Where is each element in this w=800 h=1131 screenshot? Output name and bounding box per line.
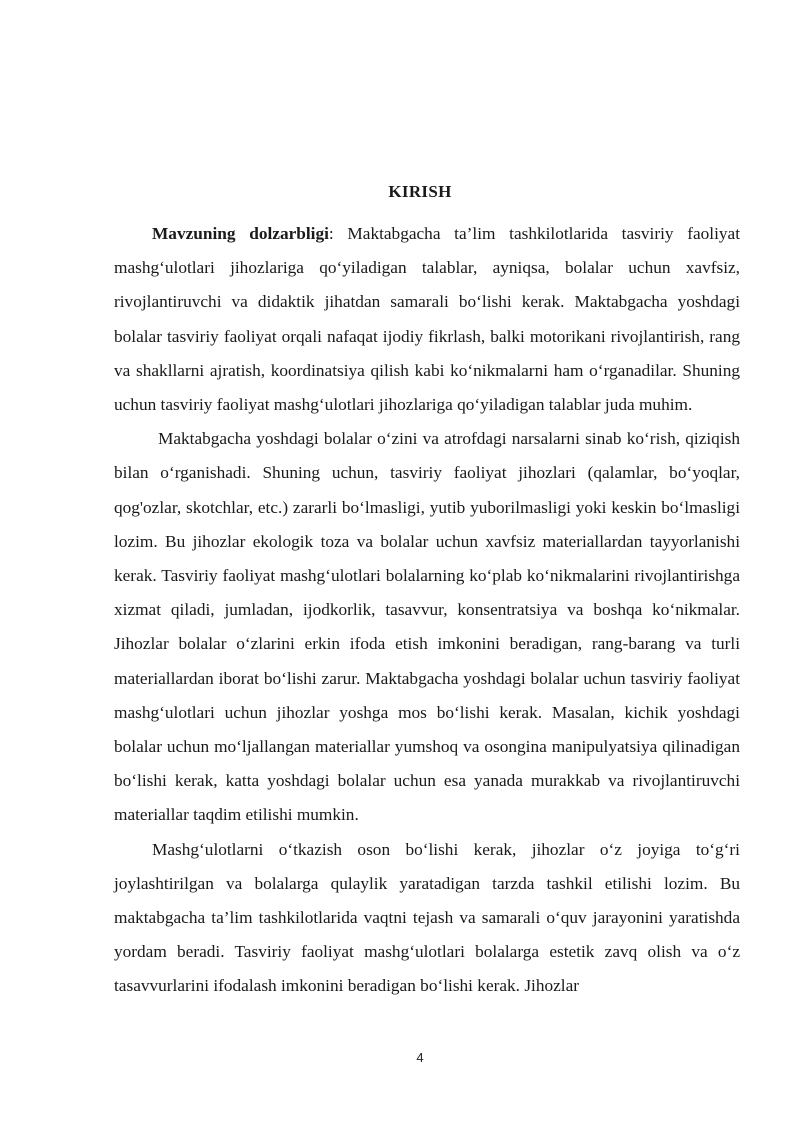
paragraph-relevance <box>114 217 740 422</box>
paragraph-lead: Mavzuning dolzarbligi <box>152 224 329 243</box>
page-title: KIRISH <box>388 182 452 201</box>
paragraph-organization <box>114 833 740 1004</box>
paragraph-text: : Maktabgacha ta’lim tashkilotlarida tasviriy faoliyat mashg‘ulotlari jihozlariga qo‘yiladigan talablar, ayniqsa, bolalar uchun xavfsiz, rivojlantiruvchi va didaktik jihatdan samarali bo‘lishi kerak. Maktabgacha yoshdagi bolalar tasviriy faoliyat orqali nafaqat ijodiy fikrlash, balki motorikani rivojlantirish, rang va shakllarni ajratish, koordinatsiya qilish kabi ko‘nikmalarni ham o‘rganadilar. Shuning uchun tasviriy faoliyat mashg‘ulotlari jihozlariga qo‘yiladigan talablar juda muhim. <box>114 224 740 415</box>
page-number: 4 <box>416 1050 424 1065</box>
paragraph-safety <box>114 422 740 832</box>
paragraph-text: Mashg‘ulotlarni o‘tkazish oson bo‘lishi kerak, jihozlar o‘z joyiga to‘g‘ri joylashtirilgan va bolalarga qulaylik yaratadigan tarzda tashkil etilishi lozim. Bu maktabgacha ta’lim tashkilotlarida vaqtni tejash va samarali o‘quv jarayonini yaratishda yordam beradi. Tasviriy faoliyat mashg‘ulotlari bolalarga estetik zavq olish va o‘z tasavvurlarini ifodalash imkonini beradigan bo‘lishi kerak. Jihozlar <box>114 839 740 996</box>
body-text <box>114 217 740 1004</box>
paragraph-text: Maktabgacha yoshdagi bolalar o‘zini va atrofdagi narsalarni sinab ko‘rish, qiziqish bilan o‘rganishadi. Shuning uchun, tasviriy faoliyat jihozlari (qalamlar, bo‘yoqlar, qog'ozlar, skotchlar, etc.) zararli bo‘lmasligi, yutib yuborilmasligi yoki keskin bo‘lmasligi lozim. Bu jihozlar ekologik toza va bolalar uchun xavfsiz materiallardan tayyorlanishi kerak. Tasviriy faoliyat mashg‘ulotlari bolalarning ko‘plab ko‘nikmalarini rivojlantirishga xizmat qiladi, jumladan, ijodkorlik, tasavvur, konsentratsiya va boshqa ko‘nikmalar. Jihozlar bolalar o‘zlarini erkin ifoda etish imkonini beradigan, rang-barang va turli materiallardan iborat bo‘lishi zarur. Maktabgacha yoshdagi bolalar uchun tasviriy faoliyat mashg‘ulotlari uchun jihozlar yoshga mos bo‘lishi kerak. Masalan, kichik yoshdagi bolalar uchun mo‘ljallangan materiallar yumshoq va osongina manipulyatsiya qilinadigan bo‘lishi kerak, katta yoshdagi bolalar uchun esa yanada murakkab va rivojlantiruvchi materiallar taqdim etilishi mumkin. <box>114 429 740 825</box>
